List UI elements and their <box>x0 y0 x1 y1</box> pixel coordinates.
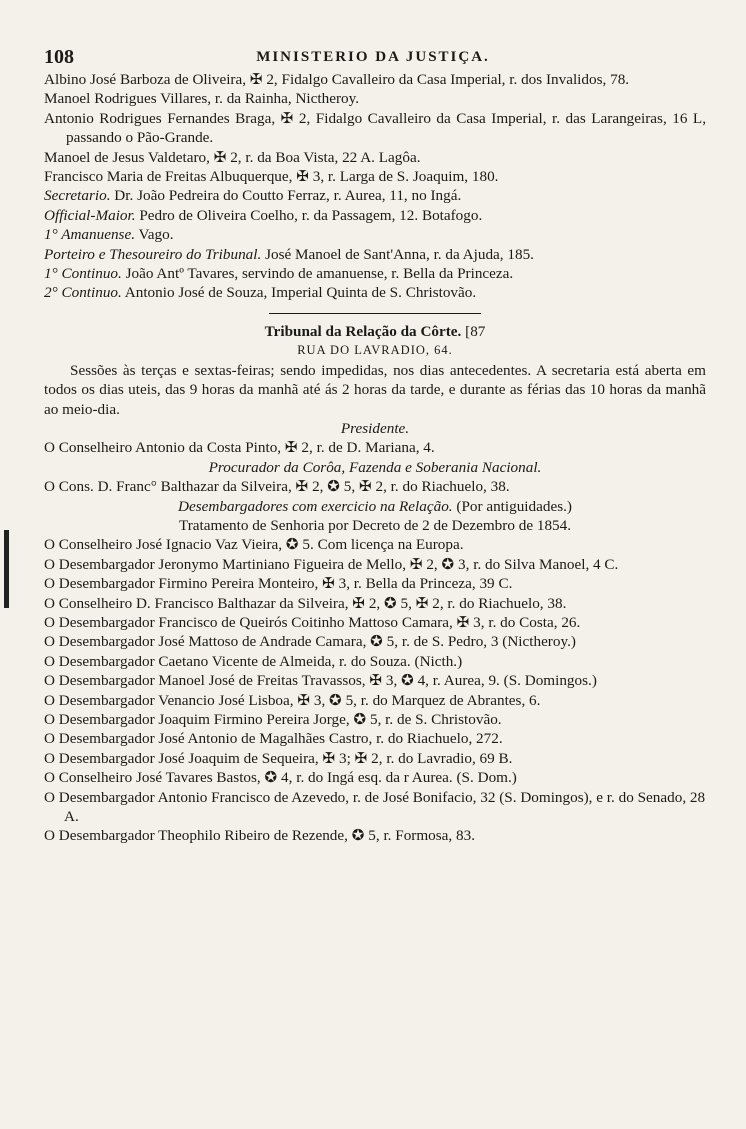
staff-text: José Manoel de Sant'Anna, r. da Ajuda, 185. <box>261 245 534 263</box>
list-item: Antonio Rodrigues Fernandes Braga, ✠ 2, Fidalgo Cavalleiro da Casa Imperial, r. das Larangeiras, 16 L, passando o Pão-Grande. <box>44 109 706 147</box>
desembargadores-heading <box>44 497 706 516</box>
page-header <box>44 46 702 72</box>
list-item: O Desembargador Venancio José Lisboa, ✠ 3, ✪ 5, r. do Marquez de Abrantes, 6. <box>44 691 541 709</box>
staff-text: Vago. <box>135 226 174 244</box>
list-item: O Desembargador Manoel José de Freitas Travassos, ✠ 3, ✪ 4, r. Aurea, 9. (S. Domingos.) <box>44 672 597 690</box>
page-title: MINISTERIO DA JUSTIÇA. <box>256 49 490 65</box>
list-item: Francisco Maria de Freitas Albuquerque, ✠ 3, r. Larga de S. Joaquim, 180. <box>44 168 499 186</box>
staff-label: Secretario. <box>44 187 111 205</box>
staff-label: Official-Maior. <box>44 206 136 224</box>
list-item: O Desembargador Caetano Vicente de Almeida, r. do Souza. (Nicth.) <box>44 652 463 670</box>
presidente-heading: Presidente. <box>340 419 410 437</box>
staff-label: 1° Amanuense. <box>44 226 135 244</box>
top-entries <box>44 70 706 186</box>
procurador-heading: Procurador da Corôa, Fazenda e Soberania Nacional. <box>208 458 542 476</box>
staff-text: Antonio José de Souza, Imperial Quinta de S. Christovão. <box>121 284 477 302</box>
staff-amanuense <box>44 225 706 244</box>
staff-secretario <box>44 186 706 205</box>
margin-mark <box>4 530 9 608</box>
page-number: 108 <box>44 46 74 68</box>
tratamento-line: Tratamento de Senhoria por Decreto de 2 de Dezembro de 1854. <box>178 516 572 534</box>
staff-continuo-1 <box>44 264 706 283</box>
list-item: Manoel de Jesus Valdetaro, ✠ 2, r. da Boa Vista, 22 A. Lagôa. <box>44 148 421 166</box>
staff-label: 1° Continuo. <box>44 265 122 283</box>
list-item: O Conselheiro D. Francisco Balthazar da Silveira, ✠ 2, ✪ 5, ✠ 2, r. do Riachuelo, 38. <box>44 594 567 612</box>
staff-list <box>44 186 706 302</box>
staff-text: Pedro de Oliveira Coelho, r. da Passagem, 12. Botafogo. <box>135 206 483 224</box>
list-item: O Desembargador José Mattoso de Andrade Camara, ✪ 5, r. de S. Pedro, 3 (Nictheroy.) <box>44 633 576 651</box>
list-item: O Desembargador Jeronymo Martiniano Figueira de Mello, ✠ 2, ✪ 3, r. do Silva Manoel, 4 C. <box>44 555 619 573</box>
desembargadores-title: Desembargadores com exercicio na Relação. <box>178 497 453 515</box>
staff-label: Porteiro e Thesoureiro do Tribunal. <box>44 245 262 263</box>
desembargadores-list <box>44 535 706 846</box>
staff-porteiro <box>44 245 706 264</box>
tribunal-note: [87 <box>465 322 486 340</box>
staff-official-maior <box>44 206 706 225</box>
section-divider <box>269 313 481 314</box>
tribunal-name: Tribunal da Relação da Côrte. <box>264 322 462 340</box>
list-item: Albino José Barboza de Oliveira, ✠ 2, Fidalgo Cavalleiro da Casa Imperial, r. dos Invalidos, 78. <box>44 71 630 88</box>
list-item: O Conselheiro José Ignacio Vaz Vieira, ✪ 5. Com licença na Europa. <box>44 536 464 554</box>
list-item: O Conselheiro José Tavares Bastos, ✪ 4, r. do Ingá esq. da r Aurea. (S. Dom.) <box>44 769 517 787</box>
page-body <box>44 70 706 846</box>
tribunal-heading <box>44 322 706 341</box>
staff-text: João Antº Tavares, servindo de amanuense, r. Bella da Princeza. <box>121 265 514 283</box>
list-item: O Desembargador Firmino Pereira Monteiro, ✠ 3, r. Bella da Princeza, 39 C. <box>44 575 513 593</box>
staff-continuo-2 <box>44 283 706 302</box>
tribunal-address: RUA DO LAVRADIO, 64. <box>297 343 453 358</box>
tribunal-sessions: Sessões às terças e sextas-feiras; sendo impedidas, nos dias antecedentes. A secretaria está aberta em todos os dias uteis, das 9 horas da manhã até ás 2 horas da tarde, e durante as férias das 10 horas da manhã ao meio-dia. <box>44 361 706 418</box>
list-item: O Desembargador José Antonio de Magalhães Castro, r. do Riachuelo, 272. <box>44 730 503 748</box>
list-item: O Desembargador Joaquim Firmino Pereira Jorge, ✪ 5, r. de S. Christovão. <box>44 711 502 728</box>
list-item: O Desembargador Theophilo Ribeiro de Rezende, ✪ 5, r. Formosa, 83. <box>44 827 475 845</box>
list-item: O Desembargador Antonio Francisco de Azevedo, r. de José Bonifacio, 32 (S. Domingos), e r. do Senado, 28 A. <box>44 788 706 826</box>
staff-text: Dr. João Pedreira do Coutto Ferraz, r. Aurea, 11, no Ingá. <box>110 187 462 205</box>
procurador-entry: O Cons. D. Franc° Balthazar da Silveira, ✠ 2, ✪ 5, ✠ 2, r. do Riachuelo, 38. <box>44 478 510 496</box>
list-item: O Desembargador José Joaquim de Sequeira, ✠ 3; ✠ 2, r. do Lavradio, 69 B. <box>44 749 513 767</box>
list-item: O Desembargador Francisco de Queirós Coitinho Mattoso Camara, ✠ 3, r. do Costa, 26. <box>44 613 581 631</box>
desembargadores-note: (Por antiguidades.) <box>456 497 572 515</box>
presidente-entry: O Conselheiro Antonio da Costa Pinto, ✠ 2, r. de D. Mariana, 4. <box>44 439 435 457</box>
staff-label: 2° Continuo. <box>44 284 122 302</box>
list-item: Manoel Rodrigues Villares, r. da Rainha, Nictheroy. <box>44 90 359 108</box>
